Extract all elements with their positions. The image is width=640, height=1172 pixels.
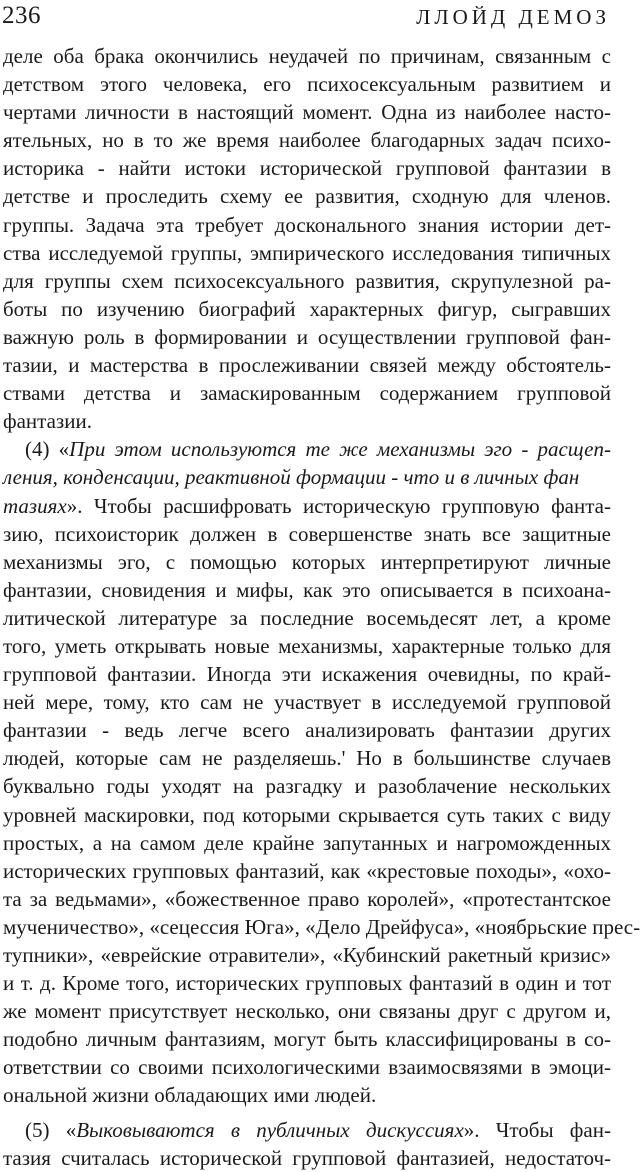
text-run: подобно личным фантазиям, могут быть классифицированы в со- xyxy=(3,1027,611,1052)
text-run: того, уметь открывать новые механизмы, характерные только для xyxy=(3,633,611,658)
text-run: детстве и проследить схему ее развития, сходную для членов. xyxy=(3,184,611,209)
text-line xyxy=(3,463,611,491)
text-run: важную роль в формировании и осуществлении групповой фан- xyxy=(3,324,611,349)
text-run: тупники», «еврейские отравители», «Кубинский ракетный кризис» xyxy=(3,943,611,967)
text-run: групповой фантазии. Иногда эти искажения очевидны, по край- xyxy=(3,662,611,687)
text-line xyxy=(3,70,611,98)
text-line xyxy=(3,154,611,182)
text-line xyxy=(3,182,611,210)
italic-text-run: Выковываются в публичных дискуссиях xyxy=(76,1117,464,1142)
text-line xyxy=(3,1144,611,1172)
text-run: простых, а на самом деле крайне запутанных и нагроможденных xyxy=(3,830,611,855)
italic-text-run: ления, конденсации, реактивной формации - что и в личных фан xyxy=(3,465,580,490)
text-line xyxy=(3,632,611,660)
text-run: группы. Задача эта требует досконального знания истории дет- xyxy=(3,212,611,237)
text-run: ней мере, тому, кто сам не участвует в исследуемой групповой xyxy=(3,690,611,715)
text-line xyxy=(3,969,611,997)
body-text xyxy=(3,42,640,1172)
text-run: ства исследуемой группы, эмпирического исследования типичных xyxy=(3,240,611,265)
text-line xyxy=(3,351,611,379)
text-run: зию, психоисторик должен в совершенстве знать все защитные xyxy=(3,521,611,546)
text-line xyxy=(3,295,611,323)
text-run: ». Чтобы фан- xyxy=(463,1117,611,1142)
italic-text-run: тазиях xyxy=(3,493,67,518)
text-run: чертами личности в настоящий момент. Одна из наиболее насто- xyxy=(3,100,611,125)
text-run: ». Чтобы расшифровать историческую групповую фанта- xyxy=(66,493,611,518)
text-line xyxy=(3,407,611,435)
text-line xyxy=(3,520,611,548)
text-run: литической литературе за последние восемьдесят лет, а кроме xyxy=(3,605,611,630)
text-run: и т. д. Кроме того, исторических групповых фантазий в один и тот xyxy=(3,971,611,996)
text-line xyxy=(3,239,611,267)
text-run: уровней маскировки, под которыми скрывается суть таких с виду xyxy=(3,802,611,827)
text-run: мученичество», «сецессия Юга», «Дело Дрейфуса», «ноябрьские прес- xyxy=(3,914,640,939)
text-run: тазии, и мастерства в прослеживании связей между обстоятель- xyxy=(3,353,611,378)
text-line xyxy=(3,772,611,800)
text-line xyxy=(3,913,640,941)
text-line xyxy=(3,716,611,744)
text-line xyxy=(3,941,611,969)
text-line xyxy=(3,379,611,407)
text-run: буквально годы уходят на разгадку и разоблачение нескольких xyxy=(3,774,611,799)
text-run: ствами детства и замаскированным содержанием групповой xyxy=(3,381,611,406)
text-run: людей, которые сам не разделяешь.' Но в большинстве случаев xyxy=(3,746,611,771)
text-line xyxy=(3,997,611,1025)
text-line xyxy=(3,801,611,829)
text-line xyxy=(3,1116,611,1144)
text-line xyxy=(3,323,611,351)
text-run: ятельных, но в то же время наиболее благодарных задач психо- xyxy=(3,128,611,153)
text-run: та за ведьмами», «божественное право королей», «протестантское xyxy=(3,886,611,911)
text-run: же момент присутствует несколько, они связаны друг с другом и, xyxy=(3,999,611,1024)
text-line xyxy=(3,744,611,772)
text-line xyxy=(3,576,611,604)
text-line xyxy=(3,688,611,716)
italic-text-run: При этом используются те же механизмы эго - расщеп- xyxy=(69,437,611,462)
text-run: ответствии со своими психологическими взаимосвязями в эмоци- xyxy=(3,1055,611,1080)
text-line xyxy=(3,267,611,295)
text-line xyxy=(3,126,611,154)
text-line xyxy=(3,885,611,913)
text-line xyxy=(3,492,611,520)
text-line xyxy=(3,829,611,857)
text-line xyxy=(3,1025,611,1053)
text-run: фантазии - ведь легче всего анализировать фантазии других xyxy=(3,718,611,743)
running-head: ЛЛОЙД ДЕМОЗ xyxy=(416,5,610,29)
text-run: боты по изучению биографий характерных фигур, сыгравших xyxy=(3,296,611,321)
text-line xyxy=(3,604,611,632)
text-run: фантазии, сновидения и мифы, как это описывается в психоана- xyxy=(3,577,611,602)
text-line xyxy=(3,42,611,70)
page-number: 236 xyxy=(2,2,41,29)
text-line xyxy=(3,1053,611,1081)
text-run: для группы схем психосексуального развития, скрупулезной ра- xyxy=(3,268,611,293)
text-line xyxy=(3,98,611,126)
page-header xyxy=(0,0,612,36)
text-run: деле оба брака окончились неудачей по причинам, связанным с xyxy=(3,44,611,68)
text-line xyxy=(3,1081,611,1109)
text-run: (4) « xyxy=(25,437,70,462)
text-line xyxy=(3,435,611,463)
text-run: детством этого человека, его психосексуальным развитием и xyxy=(3,72,611,97)
text-line xyxy=(3,660,611,688)
text-run: ональной жизни обладающих ими людей. xyxy=(3,1083,377,1108)
text-run: фантазии. xyxy=(3,409,92,434)
text-line xyxy=(3,211,611,239)
text-line xyxy=(3,857,611,885)
text-line xyxy=(3,548,611,576)
text-run: исторических групповых фантазий, как «крестовые походы», «охо- xyxy=(3,858,611,883)
text-run: механизмы эго, с помощью которых интерпретируют личные xyxy=(3,549,611,574)
text-run: (5) « xyxy=(25,1117,77,1142)
text-run: тазия считалась исторической групповой фантазией, недостаточ- xyxy=(3,1145,611,1170)
text-run: историка - найти истоки исторической групповой фантазии в xyxy=(3,156,611,181)
